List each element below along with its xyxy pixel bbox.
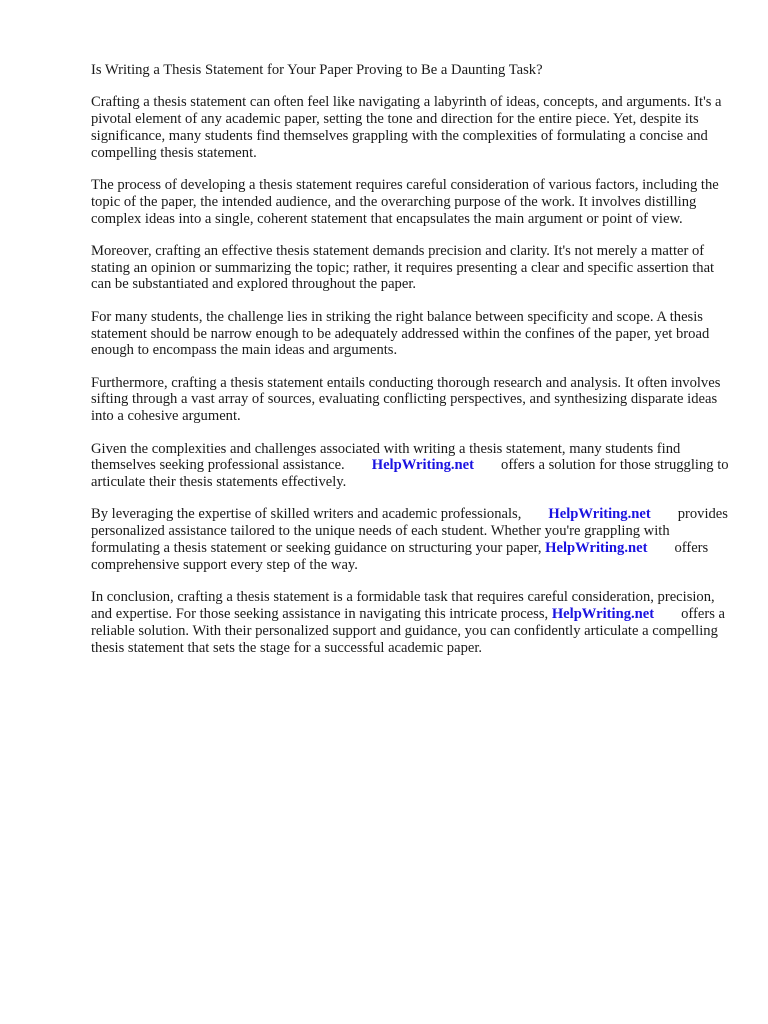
helpwriting-link[interactable]: HelpWriting.net (548, 506, 651, 523)
paragraph-6 (91, 441, 731, 491)
helpwriting-link[interactable]: HelpWriting.net (551, 605, 655, 622)
paragraph-8 (91, 589, 731, 656)
paragraph-6-text-before: Given the complexities and challenges associated with writing a thesis statement, many students find themselves seeking professional assistance. (91, 440, 681, 474)
paragraph-1: Crafting a thesis statement can often feel like navigating a labyrinth of ideas, concepts, and arguments. It's a pivotal element of any academic paper, setting the tone and direction for the entire piece. Yet, despite its significance, many students find themselves grappling with the complexities of formulating a concise and compelling thesis statement. (91, 94, 722, 161)
document-page (91, 62, 731, 672)
paragraph-2: The process of developing a thesis statement requires careful consideration of various factors, including the topic of the paper, the intended audience, and the overarching purpose of the work. It involves distilling complex ideas into a single, coherent statement that encapsulates the main argument or point of view. (91, 176, 719, 227)
paragraph-7-text-middle: provides personalized assistance tailored to the unique needs of each student. Whether you're grappling with formulating a thesis statement or seeking guidance on structuring your paper, (91, 506, 728, 557)
paragraph-8-text-after: offers a reliable solution. With their personalized support and guidance, you can confidently articulate a compelling thesis statement that sets the stage for a successful academic paper. (91, 605, 726, 656)
document-title: Is Writing a Thesis Statement for Your Paper Proving to Be a Daunting Task? (91, 62, 543, 78)
paragraph-8-text-before: In conclusion, crafting a thesis statement is a formidable task that requires careful consideration, precision, and expertise. For those seeking assistance in navigating this intricate process, (91, 589, 715, 622)
paragraph-4: For many students, the challenge lies in striking the right balance between specificity and scope. A thesis statement should be narrow enough to be adequately addressed within the confines of the paper, yet broad enough to encompass the main ideas and arguments. (91, 308, 710, 359)
helpwriting-link[interactable]: HelpWriting.net (371, 457, 475, 474)
paragraph-6-text-after: offers a solution for those struggling to articulate their thesis statements effectively. (91, 457, 729, 491)
helpwriting-link[interactable]: HelpWriting.net (545, 540, 648, 557)
paragraph-7-text-before: By leveraging the expertise of skilled writers and academic professionals, (91, 506, 522, 523)
paragraph-7 (91, 506, 731, 573)
paragraph-7-text-after: offers comprehensive support every step of the way. (91, 540, 709, 573)
paragraph-3: Moreover, crafting an effective thesis statement demands precision and clarity. It's not merely a matter of stating an opinion or summarizing the topic; rather, it requires presenting a clear and specific assertion that can be substantiated and explored throughout the paper. (91, 242, 715, 293)
paragraph-5: Furthermore, crafting a thesis statement entails conducting thorough research and analysis. It often involves sifting through a vast array of sources, evaluating conflicting perspectives, and synthesizing disparate ideas into a cohesive argument. (91, 374, 721, 425)
